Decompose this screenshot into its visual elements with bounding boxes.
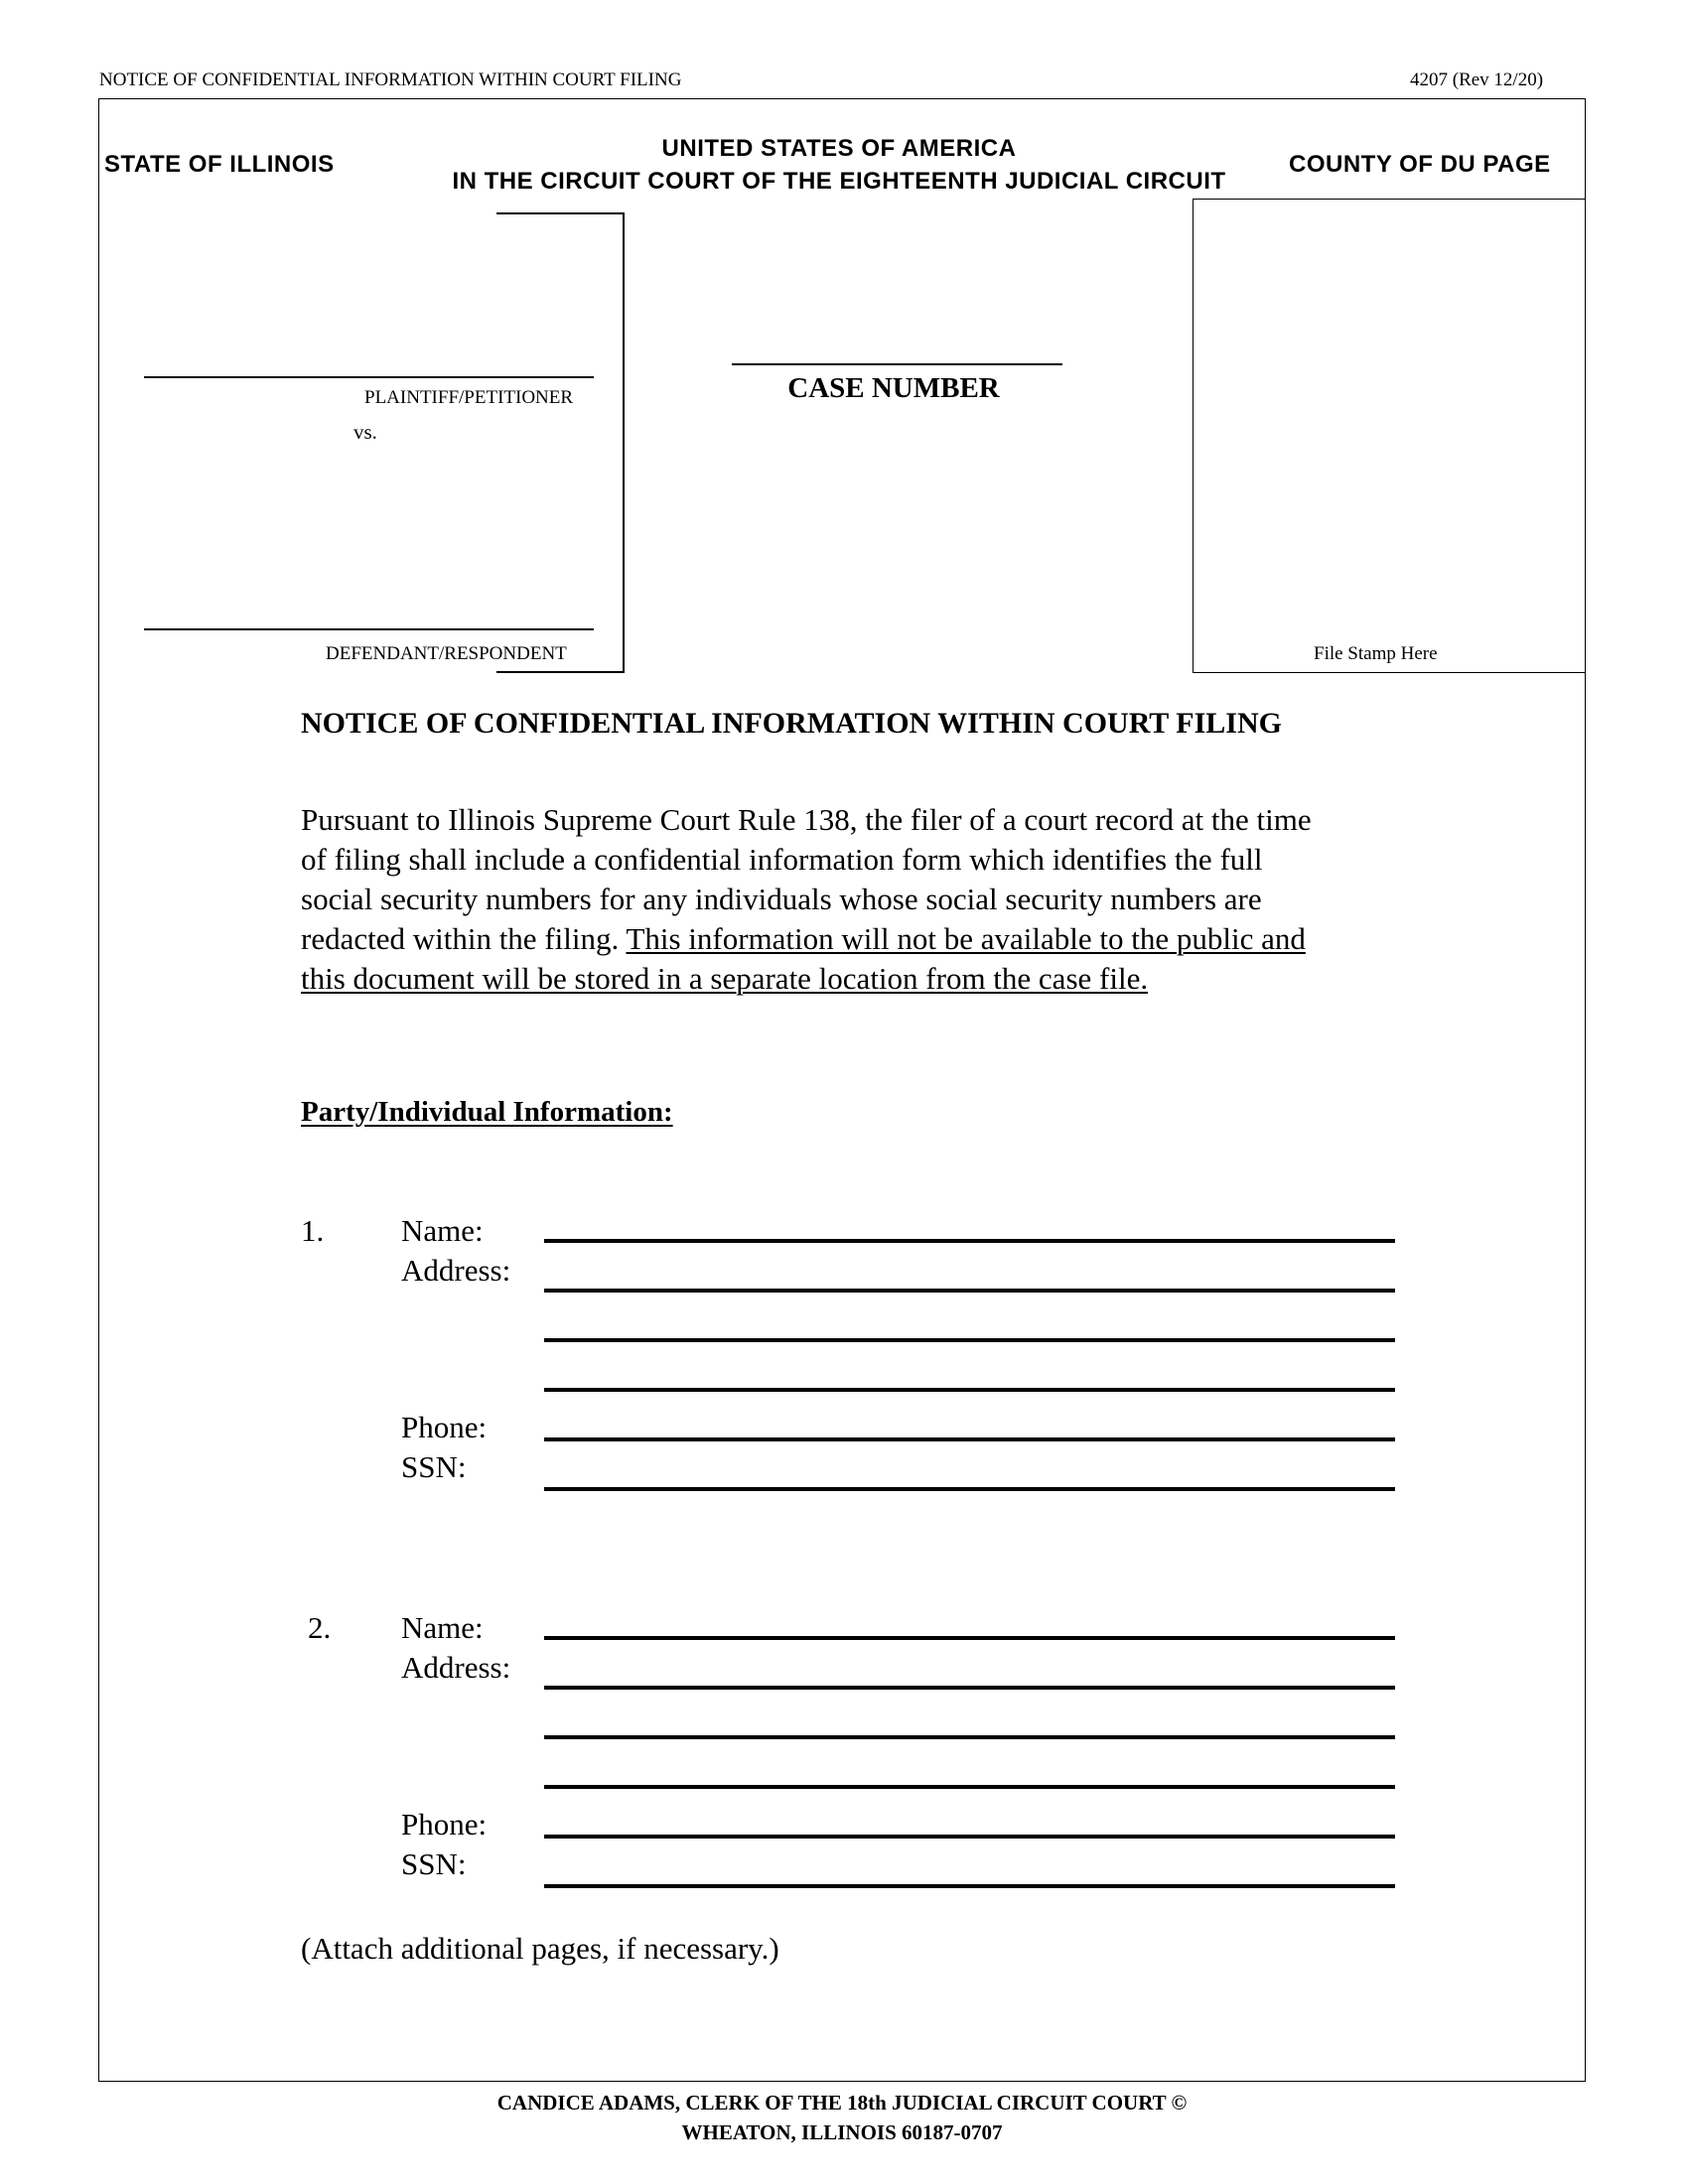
ssn-label: SSN:	[401, 1449, 467, 1484]
name-field-line[interactable]	[544, 1239, 1395, 1243]
state-label: STATE OF ILLINOIS	[104, 151, 335, 178]
circuit-label: IN THE CIRCUIT COURT OF THE EIGHTEENTH JUDICIAL CIRCUIT	[452, 168, 1226, 195]
address-label: Address:	[401, 1650, 511, 1685]
address-field-line[interactable]	[544, 1686, 1395, 1690]
footer-clerk-line: CANDICE ADAMS, CLERK OF THE 18th JUDICIAL CIRCUIT COURT ©	[496, 2091, 1188, 2115]
plaintiff-line[interactable]	[144, 376, 594, 378]
county-label: COUNTY OF DU PAGE	[1289, 151, 1551, 178]
case-number-line[interactable]	[732, 363, 1062, 365]
address-field-line[interactable]	[544, 1735, 1395, 1739]
paragraph-line-1: Pursuant to Illinois Supreme Court Rule 138, the filer of a court record at the time	[301, 802, 1312, 837]
address-label: Address:	[401, 1253, 511, 1288]
form-title-header: NOTICE OF CONFIDENTIAL INFORMATION WITHIN COURT FILING	[99, 69, 682, 90]
rule-138-paragraph	[301, 800, 1393, 999]
phone-field-line[interactable]	[544, 1437, 1395, 1441]
document-title: NOTICE OF CONFIDENTIAL INFORMATION WITHIN COURT FILING	[301, 707, 1282, 740]
vs-label: vs.	[353, 420, 377, 444]
name-label: Name:	[401, 1213, 484, 1248]
phone-label: Phone:	[401, 1410, 488, 1444]
plaintiff-label: PLAINTIFF/PETITIONER	[364, 387, 574, 408]
paragraph-line-4-plain: redacted within the filing.	[301, 921, 627, 956]
defendant-line[interactable]	[144, 628, 594, 630]
address-field-line[interactable]	[544, 1785, 1395, 1789]
paragraph-line-4	[301, 919, 1393, 959]
phone-field-line[interactable]	[544, 1835, 1395, 1839]
attach-pages-note: (Attach additional pages, if necessary.)	[301, 1931, 779, 1966]
paragraph-line-5: this document will be stored in a separate location from the case file.	[301, 961, 1149, 996]
file-stamp-label: File Stamp Here	[1314, 643, 1438, 664]
address-field-line[interactable]	[544, 1338, 1395, 1342]
paragraph-line-3: social security numbers for any individuals whose social security numbers are	[301, 882, 1262, 916]
defendant-label: DEFENDANT/RESPONDENT	[326, 643, 567, 664]
caption-box-right-line	[623, 212, 625, 673]
name-label: Name:	[401, 1610, 484, 1645]
caption-box-top-line	[496, 212, 625, 214]
paragraph-line-4-underlined: This information will not be available to the public and	[626, 921, 1306, 956]
name-field-line[interactable]	[544, 1636, 1395, 1640]
ssn-label: SSN:	[401, 1846, 467, 1881]
address-field-line[interactable]	[544, 1388, 1395, 1392]
caption-box-bottom-line	[496, 671, 625, 673]
address-field-line[interactable]	[544, 1289, 1395, 1293]
paragraph-line-2: of filing shall include a confidential information form which identifies the full	[301, 842, 1263, 877]
ssn-field-line[interactable]	[544, 1884, 1395, 1888]
ssn-field-line[interactable]	[544, 1487, 1395, 1491]
form-number: 4207 (Rev 12/20)	[1410, 69, 1544, 90]
footer-address-line: WHEATON, ILLINOIS 60187-0707	[681, 2120, 1003, 2144]
country-label: UNITED STATES OF AMERICA	[661, 135, 1017, 162]
file-stamp-box	[1193, 199, 1586, 673]
phone-label: Phone:	[401, 1807, 488, 1842]
case-number-label: CASE NUMBER	[787, 372, 1000, 404]
party-info-heading: Party/Individual Information:	[301, 1096, 673, 1128]
party-number: 1.	[301, 1213, 325, 1248]
party-number: 2.	[308, 1610, 332, 1645]
